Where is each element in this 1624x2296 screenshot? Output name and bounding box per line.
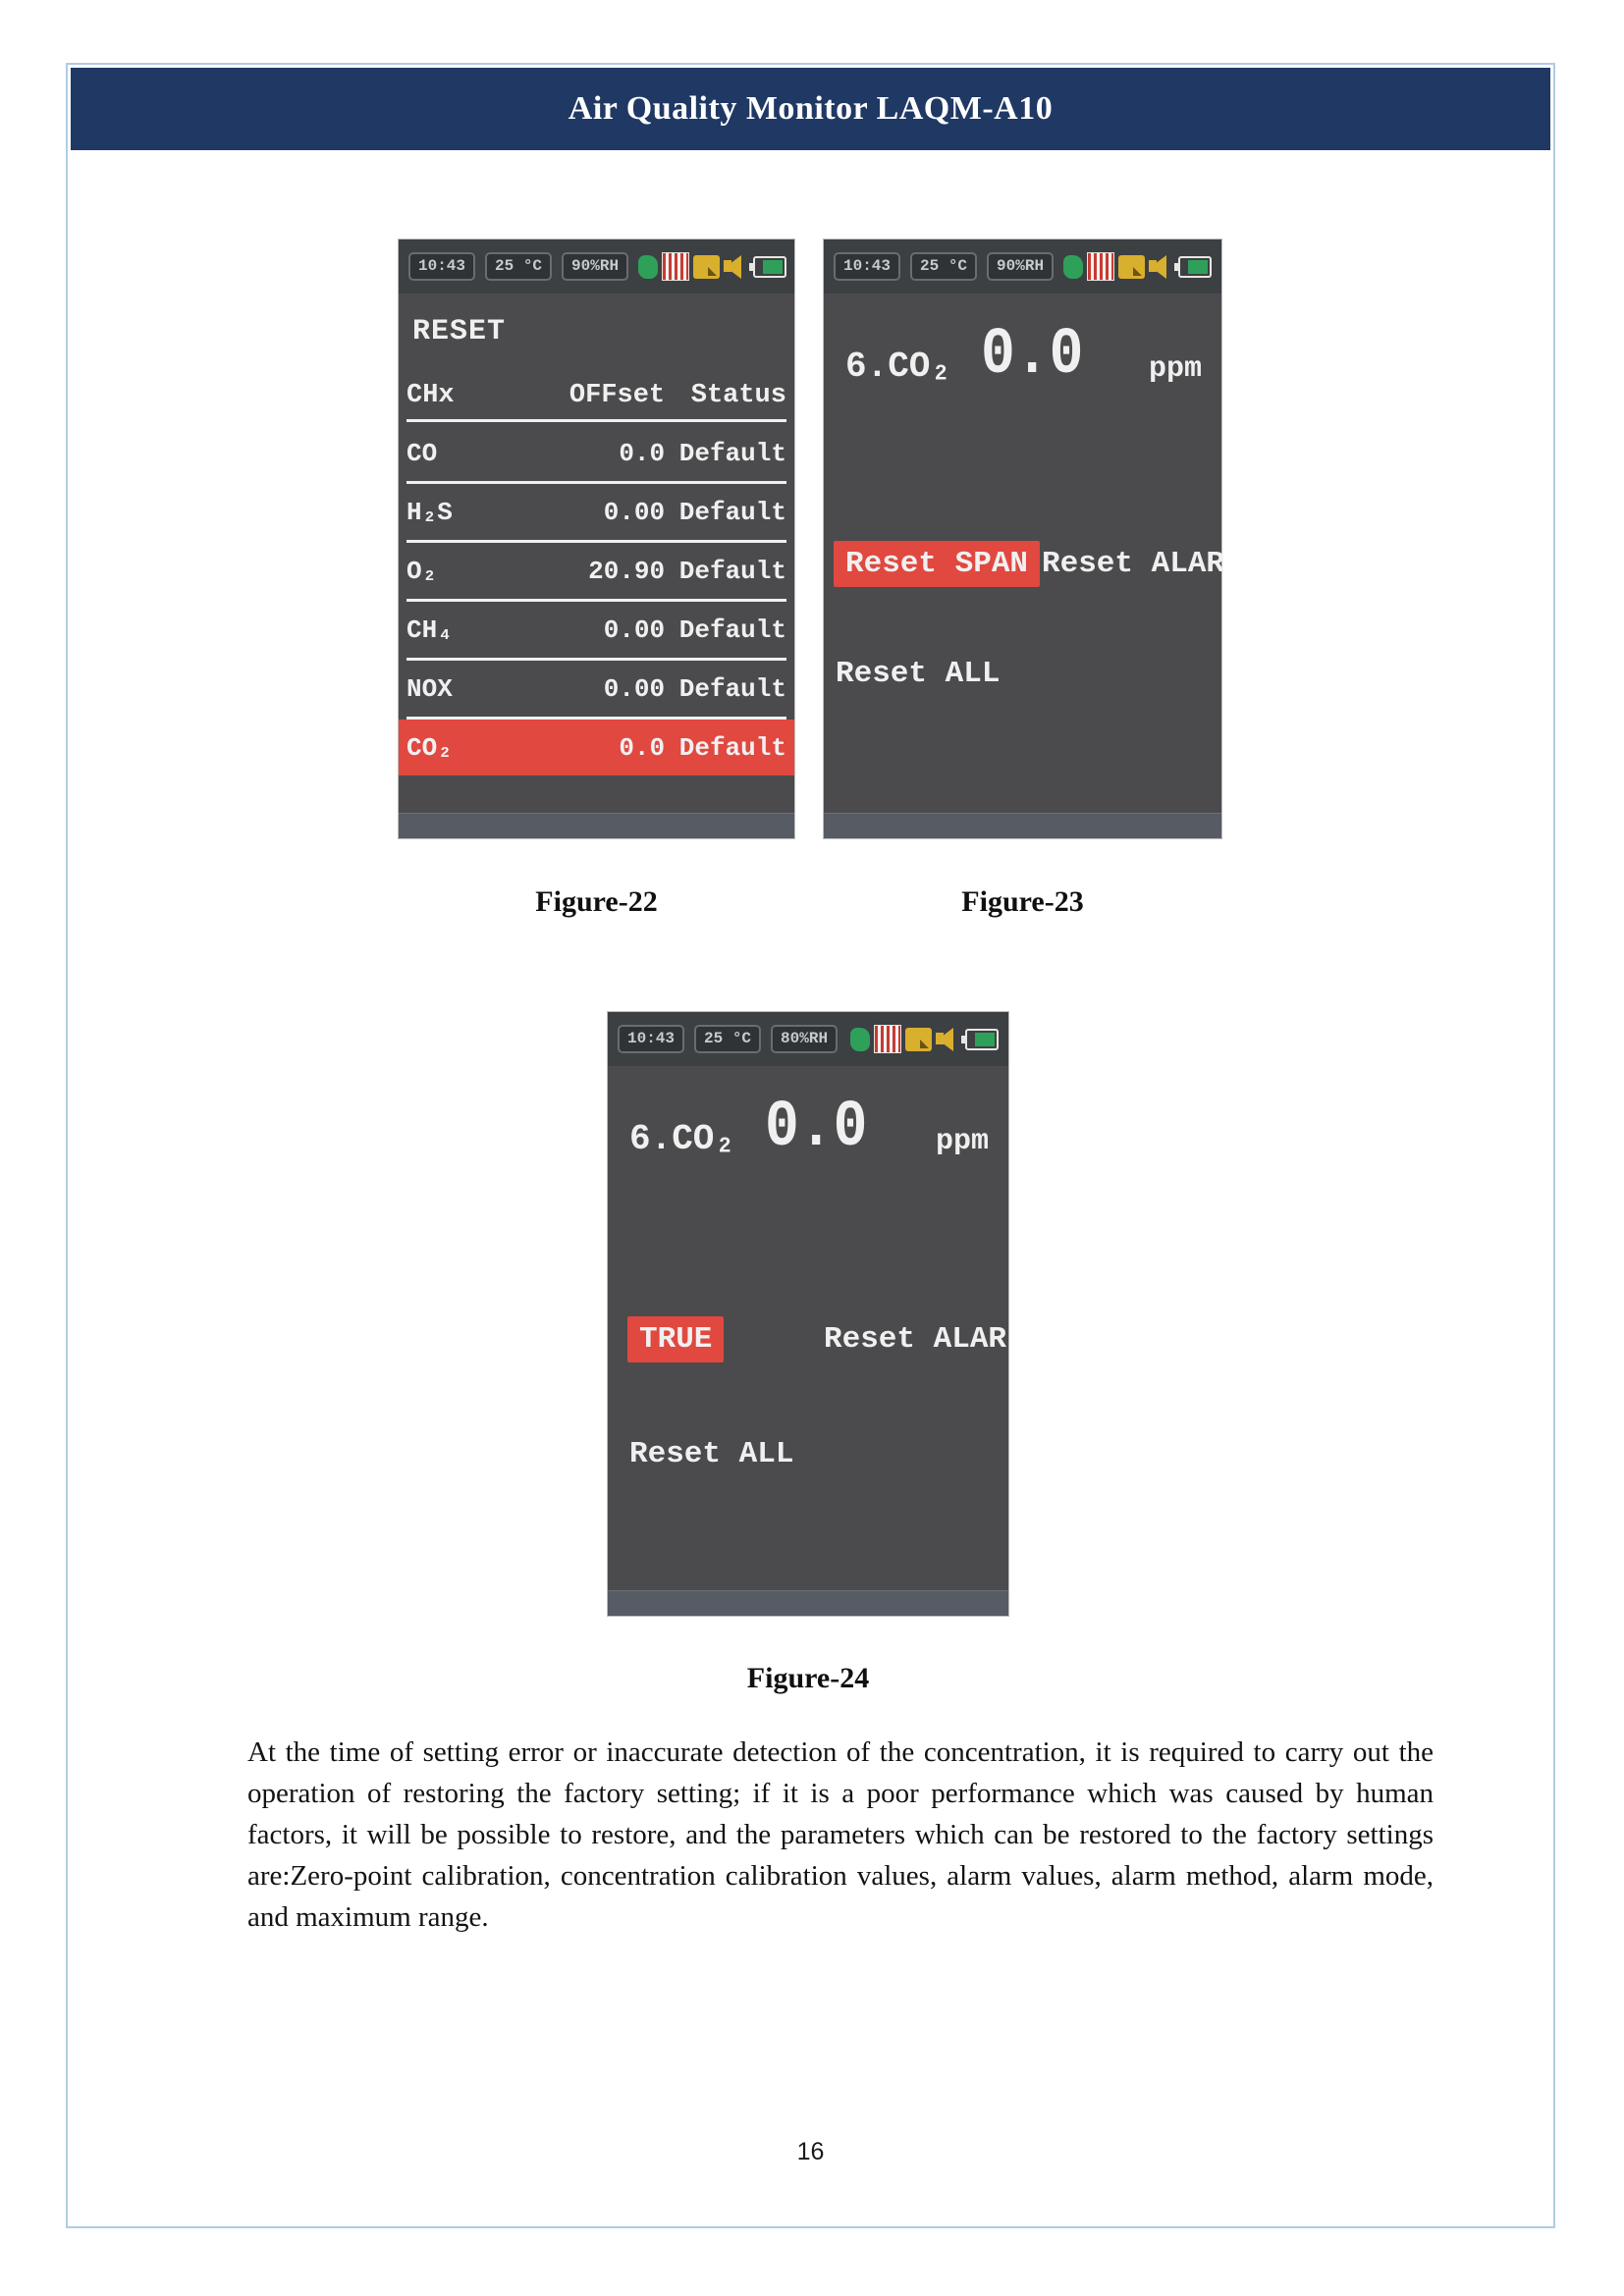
battery-icon xyxy=(753,256,786,278)
status-bar xyxy=(608,1012,1008,1066)
figure23-screen xyxy=(823,239,1225,839)
mute-status-icon xyxy=(638,255,658,279)
body-paragraph: At the time of setting error or inaccurate detection of the concentration, it is required to carry out the operation of restoring the factory setting; if it is a poor performance which was caused by human factors, it will be possible to restore, and the parameters which can be restored to the factory settings are:Zero-point calibration, concentration calibration values, alarm values, alarm method, alarm mode, and maximum range. xyxy=(247,1736,1434,1933)
battery-level xyxy=(763,260,783,274)
temperature-display: 25 °C xyxy=(910,252,977,281)
status-icons xyxy=(1063,252,1212,281)
figure24-body xyxy=(608,1066,1008,1591)
reset-table-row[interactable] xyxy=(406,543,786,602)
cell-offset: 0.00 xyxy=(603,497,666,527)
temperature-display: 25 °C xyxy=(485,252,552,281)
figure24-screen xyxy=(607,1011,1009,1617)
screen-bottom-bar xyxy=(608,1590,1008,1616)
datalog-icon xyxy=(1118,255,1145,279)
cell-ch: CO₂ xyxy=(406,732,453,763)
gas-reading-row xyxy=(824,313,1221,411)
menu-true[interactable]: TRUE xyxy=(627,1316,724,1362)
figure22-body xyxy=(399,294,794,814)
column-status: Status xyxy=(690,381,786,410)
humidity-display: 90%RH xyxy=(562,252,628,281)
reset-table xyxy=(406,425,786,775)
cell-ch: NOX xyxy=(406,673,453,704)
gas-value: 0.0 xyxy=(765,1092,868,1165)
menu-reset-span[interactable]: Reset SPAN xyxy=(834,541,1040,587)
humidity-display: 90%RH xyxy=(987,252,1054,281)
datalog-icon xyxy=(905,1028,932,1051)
reset-table-header xyxy=(406,372,786,422)
screen-bottom-bar xyxy=(824,813,1221,838)
cell-status: Default xyxy=(678,556,786,586)
reset-table-row[interactable] xyxy=(406,484,786,543)
gas-channel-label: 6.CO₂ xyxy=(845,347,952,387)
figure22-screen xyxy=(398,239,795,839)
alarm-sound-icon xyxy=(936,1028,961,1051)
cell-status: Default xyxy=(678,438,786,468)
barcode-icon xyxy=(874,1025,901,1053)
menu-reset-all[interactable]: Reset ALL xyxy=(629,1437,794,1471)
figure22-caption: Figure-22 xyxy=(535,885,658,918)
cell-status: Default xyxy=(678,732,786,763)
cell-ch: O₂ xyxy=(406,556,438,586)
cell-status: Default xyxy=(678,673,786,704)
battery-icon xyxy=(1178,256,1212,278)
cell-offset: 0.0 xyxy=(619,732,666,763)
status-bar xyxy=(824,240,1221,294)
gas-reading-row xyxy=(608,1086,1008,1184)
cell-offset: 0.00 xyxy=(603,614,666,645)
gas-channel-label: 6.CO₂ xyxy=(629,1119,736,1159)
screen-bottom-bar xyxy=(399,813,794,838)
cell-offset: 0.00 xyxy=(603,673,666,704)
status-bar xyxy=(399,240,794,294)
reset-table-row[interactable] xyxy=(406,661,786,720)
barcode-icon xyxy=(662,252,689,281)
humidity-display: 80%RH xyxy=(771,1025,838,1053)
cell-status: Default xyxy=(678,614,786,645)
content-frame xyxy=(66,63,1555,2228)
cell-status: Default xyxy=(678,497,786,527)
status-icons xyxy=(638,252,786,281)
mute-status-icon xyxy=(1063,255,1083,279)
menu-reset-all[interactable]: Reset ALL xyxy=(836,657,1001,691)
reset-table-row[interactable] xyxy=(406,425,786,484)
gas-unit: ppm xyxy=(935,1125,989,1158)
alarm-sound-icon xyxy=(724,255,749,279)
battery-level xyxy=(975,1033,995,1046)
alarm-sound-icon xyxy=(1149,255,1174,279)
reset-table-row[interactable] xyxy=(406,602,786,661)
cell-offset: 20.90 xyxy=(588,556,666,586)
temperature-display: 25 °C xyxy=(694,1025,761,1053)
figure24-caption: Figure-24 xyxy=(746,1662,870,1694)
page-title: Air Quality Monitor LAQM-A10 xyxy=(568,90,1054,127)
reset-table-row[interactable] xyxy=(399,720,794,775)
column-offset: OFFset xyxy=(568,381,666,410)
mute-status-icon xyxy=(850,1028,870,1051)
datalog-icon xyxy=(693,255,720,279)
page-number: 16 xyxy=(796,2138,825,2165)
barcode-icon xyxy=(1087,252,1114,281)
column-chx: CHx xyxy=(406,381,455,410)
screen-title: RESET xyxy=(412,315,507,348)
cell-ch: CH₄ xyxy=(406,614,453,645)
gas-unit: ppm xyxy=(1148,352,1202,386)
menu-reset-alar[interactable]: Reset ALAR xyxy=(824,1322,1007,1357)
gas-value: 0.0 xyxy=(981,319,1084,393)
cell-offset: 0.0 xyxy=(619,438,666,468)
figure23-caption: Figure-23 xyxy=(961,885,1084,918)
time-display: 10:43 xyxy=(618,1025,684,1053)
status-icons xyxy=(850,1025,999,1053)
cell-ch: H₂S xyxy=(406,497,453,527)
menu-reset-alar[interactable]: Reset ALAR xyxy=(1042,547,1225,581)
time-display: 10:43 xyxy=(834,252,900,281)
battery-level xyxy=(1188,260,1208,274)
cell-ch: CO xyxy=(406,438,438,468)
header-bar xyxy=(71,68,1550,150)
time-display: 10:43 xyxy=(408,252,475,281)
figure23-body xyxy=(824,294,1225,814)
battery-icon xyxy=(965,1029,999,1050)
